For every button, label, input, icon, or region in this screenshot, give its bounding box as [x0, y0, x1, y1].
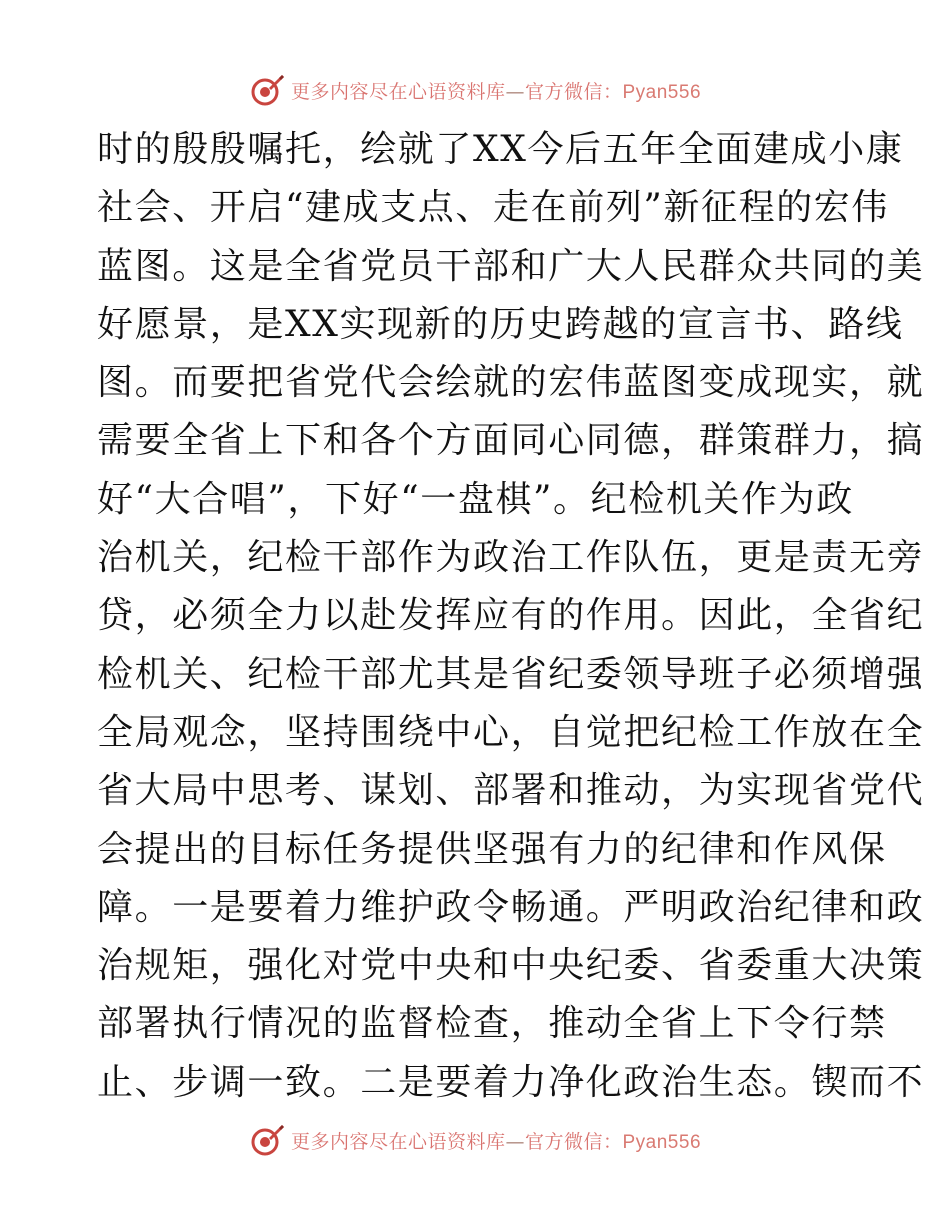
text-line: 蓝图。这是全省党员干部和广大人民群众共同的美 [97, 245, 925, 287]
text-line: 障。一是要着力维护政令畅通。严明政治纪律和政 [97, 886, 925, 928]
banner-text [291, 1127, 701, 1154]
text-line: 检机关、纪检干部尤其是省纪委领导班子必须增强 [97, 653, 925, 695]
text-line: 图。而要把省党代会绘就的宏伟蓝图变成现实，就 [97, 362, 925, 404]
body-text [97, 121, 925, 1112]
banner-main-text: 更多内容尽在心语资料库 [290, 80, 506, 103]
text-line: 好愿景，是XX实现新的历史跨越的宣言书、路线 [97, 303, 904, 345]
banner-wechat-label: 官方微信： [524, 80, 623, 103]
text-line: 治规矩，强化对党中央和中央纪委、省委重大决策 [97, 945, 925, 987]
banner-handle: Pyan556 [622, 1131, 702, 1153]
text-line: 止、步调一致。二是要着力净化政治生态。锲而不 [97, 1061, 925, 1103]
text-line: 治机关，纪检干部作为政治工作队伍，更是责无旁 [97, 537, 925, 579]
pen-circle-logo-icon [249, 72, 285, 108]
banner-wechat-label: 官方微信： [524, 1130, 623, 1153]
text-line: 全局观念，坚持围绕中心，自觉把纪检工作放在全 [97, 711, 925, 753]
text-line: 贷，必须全力以赴发挥应有的作用。因此，全省纪 [97, 595, 925, 637]
text-line: 时的殷殷嘱托，绘就了XX今后五年全面建成小康 [97, 129, 904, 170]
banner-text [291, 77, 701, 104]
text-line: 会提出的目标任务提供坚强有力的纪律和作风保 [97, 828, 887, 870]
text-line: 需要全省上下和各个方面同心同德，群策群力，搞 [97, 420, 925, 462]
footer-banner [0, 1120, 950, 1160]
banner-handle: Pyan556 [622, 81, 702, 103]
text-line: 好“大合唱”，下好“一盘棋”。纪检机关作为政 [97, 478, 854, 520]
text-line: 社会、开启“建成支点、走在前列”新征程的宏伟 [97, 187, 890, 229]
banner-separator: — [505, 80, 525, 103]
banner-separator: — [505, 1130, 525, 1153]
pen-circle-logo-icon [249, 1122, 285, 1158]
text-line: 省大局中思考、谋划、部署和推动，为实现省党代 [97, 770, 925, 812]
banner-main-text: 更多内容尽在心语资料库 [290, 1130, 506, 1153]
header-banner [0, 70, 950, 110]
text-line: 部署执行情况的监督检查，推动全省上下令行禁 [97, 1003, 887, 1045]
